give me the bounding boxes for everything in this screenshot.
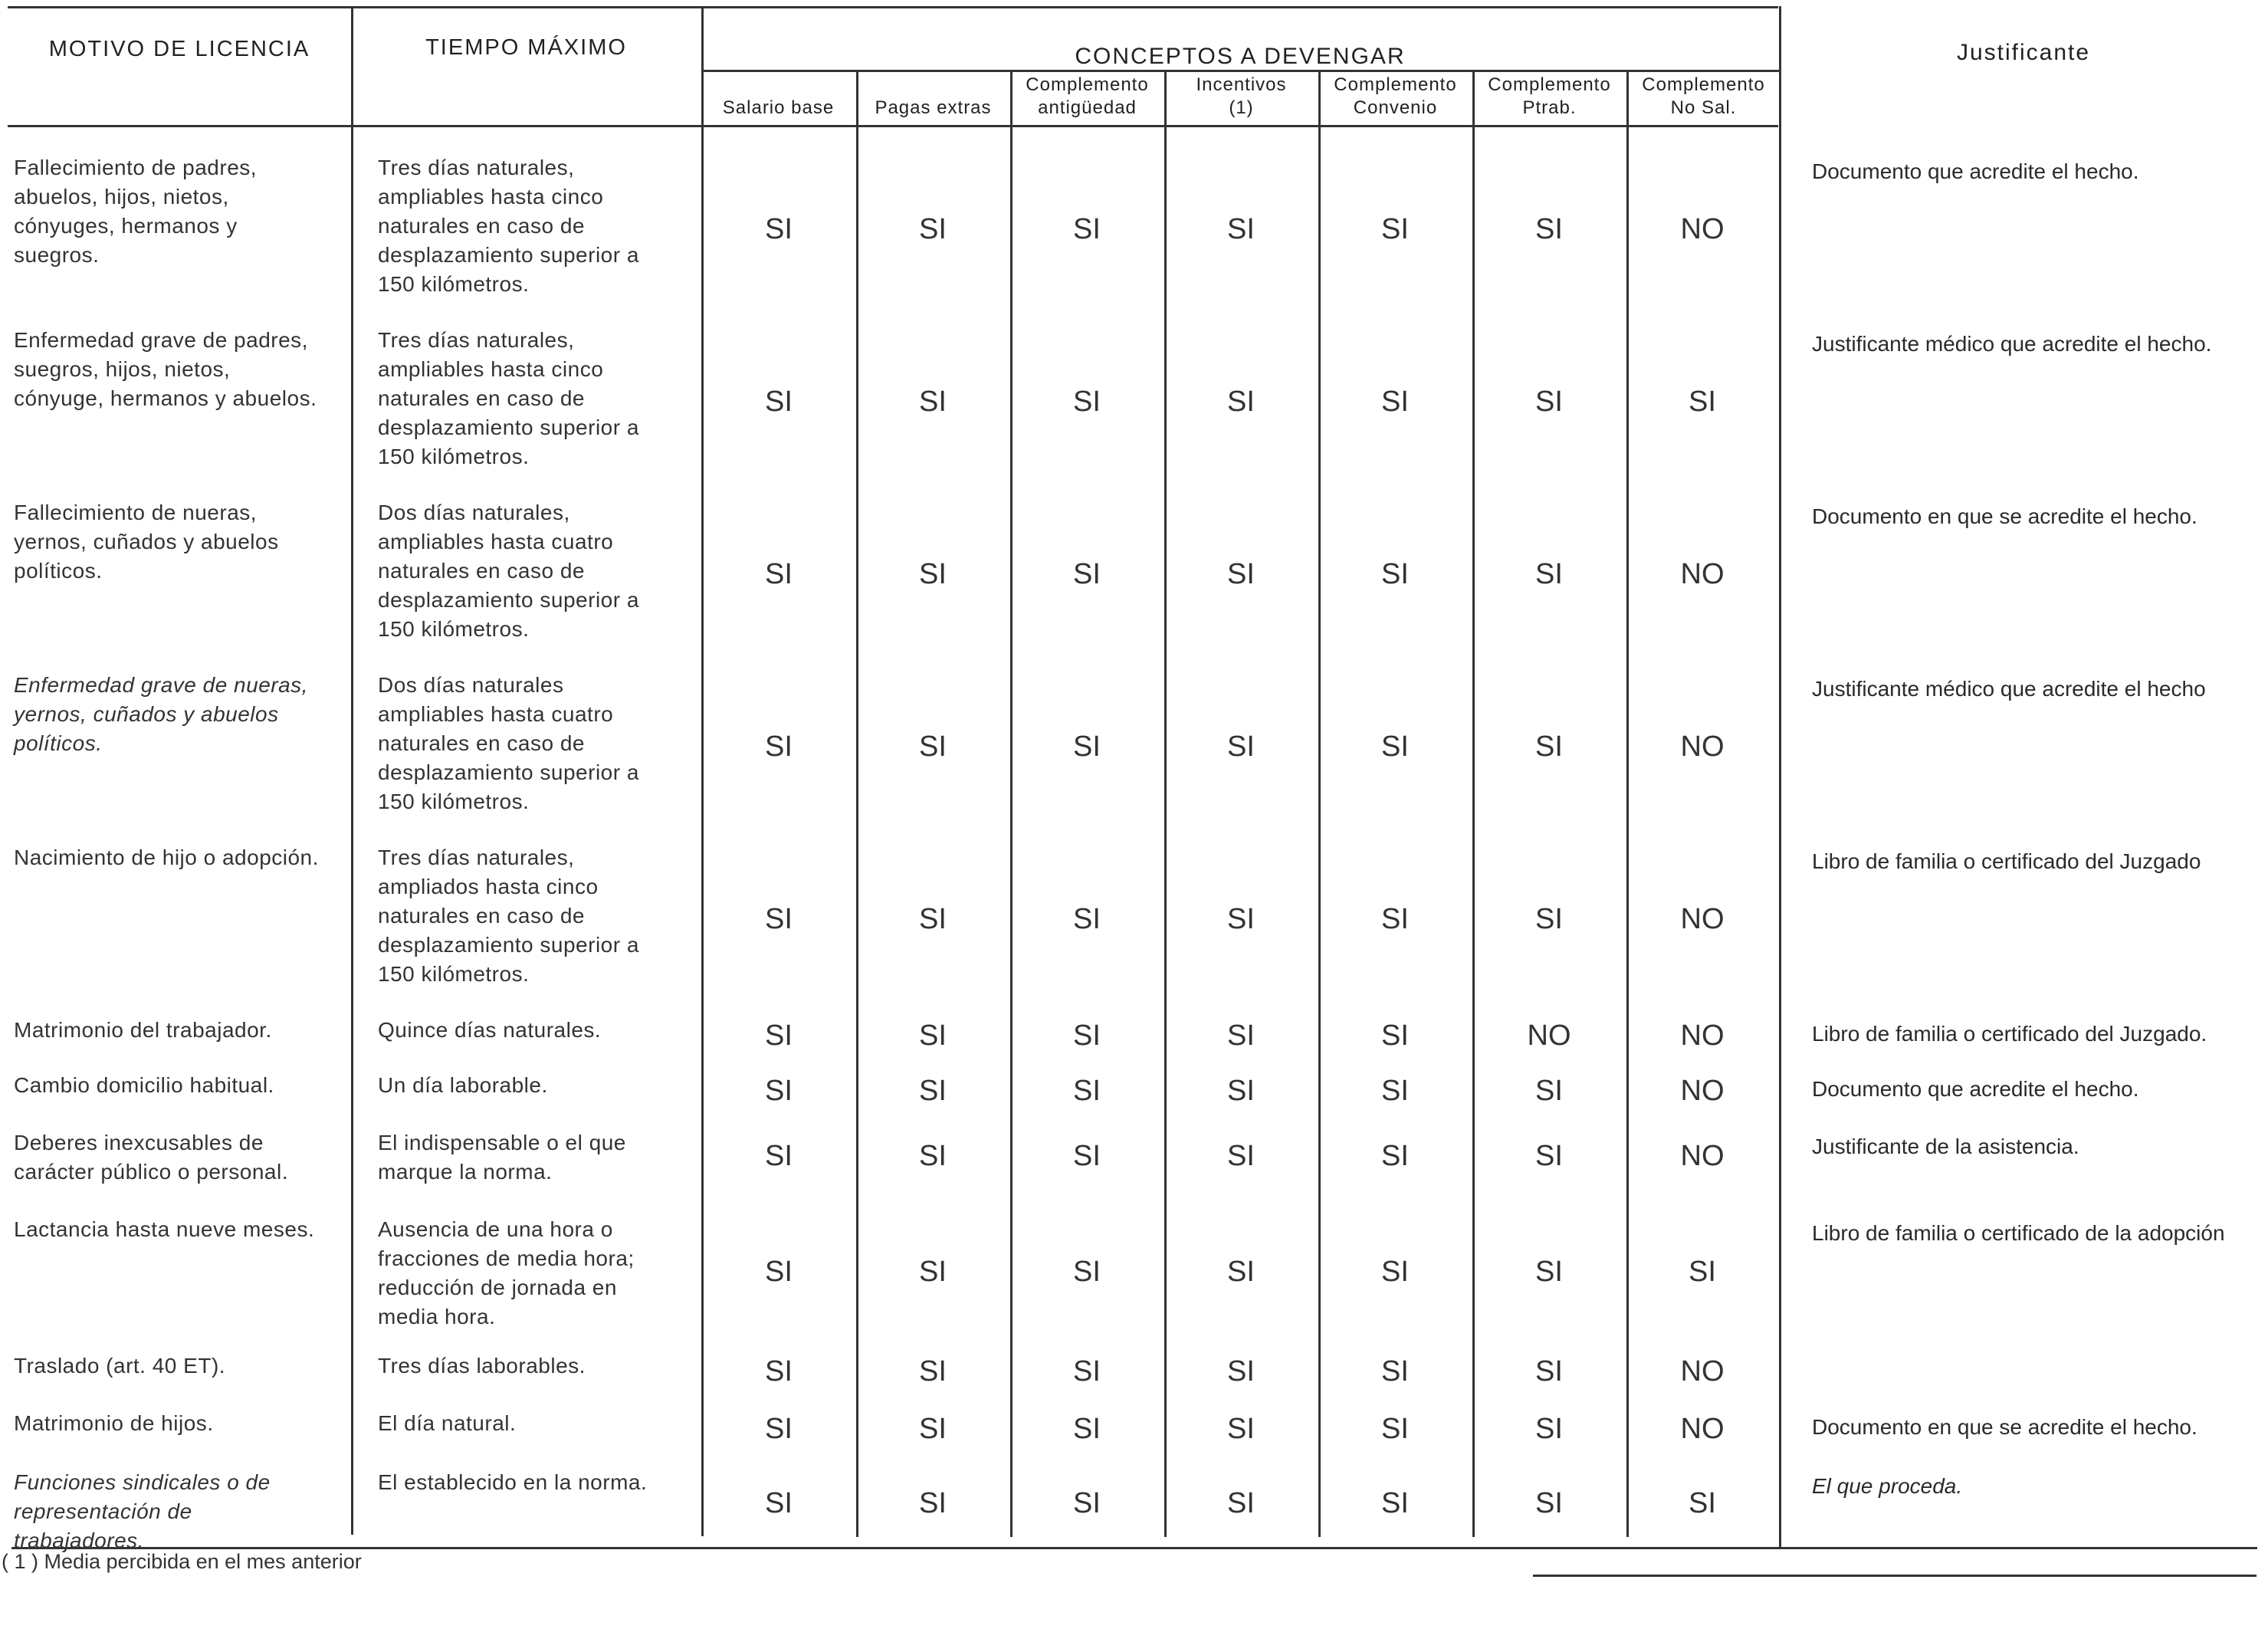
tiempo-cell bbox=[378, 671, 684, 816]
concept-value: SI bbox=[765, 902, 793, 935]
motivo-cell bbox=[14, 843, 351, 872]
concept-value: SI bbox=[919, 1413, 947, 1445]
concept-value: SI bbox=[1227, 385, 1255, 418]
motivo-line: suegros. bbox=[14, 243, 100, 267]
tiempo-line: Un día laborable. bbox=[378, 1073, 548, 1097]
motivo-cell bbox=[14, 1215, 351, 1244]
concept-value: SI bbox=[1227, 1255, 1255, 1288]
tiempo-line: Tres días naturales, bbox=[378, 156, 575, 179]
column-divider bbox=[351, 8, 353, 1535]
concept-value: NO bbox=[1680, 557, 1725, 590]
justificante-cell: Documento que acredite el hecho. bbox=[1812, 1077, 2139, 1101]
footnote-rule-right bbox=[1533, 1575, 2257, 1577]
concept-value: SI bbox=[1535, 730, 1563, 763]
tiempo-line: desplazamiento superior a bbox=[378, 243, 639, 267]
concept-value: SI bbox=[1227, 730, 1255, 763]
motivo-line: Enfermedad grave de nueras, bbox=[14, 673, 308, 697]
concept-value: SI bbox=[1535, 1255, 1563, 1288]
concept-value: SI bbox=[1227, 1355, 1255, 1387]
concept-column-header-line: Incentivos bbox=[1196, 74, 1287, 95]
header-justificante: Justificante bbox=[1956, 40, 2091, 65]
concept-column-header bbox=[1318, 74, 1472, 120]
justificante-cell: Documento que acredite el hecho. bbox=[1812, 159, 2139, 183]
concept-value: SI bbox=[1227, 1413, 1255, 1445]
concept-value: SI bbox=[1073, 1255, 1101, 1288]
column-divider bbox=[1626, 71, 1629, 1537]
tiempo-line: naturales en caso de bbox=[378, 386, 585, 410]
tiempo-line: El indispensable o el que bbox=[378, 1131, 626, 1154]
motivo-cell bbox=[14, 1071, 351, 1100]
concept-value: SI bbox=[1227, 557, 1255, 590]
concept-column-header bbox=[1626, 74, 1781, 120]
concept-value: SI bbox=[919, 385, 947, 418]
motivo-line: Fallecimiento de padres, bbox=[14, 156, 258, 179]
concept-column-header-line: No Sal. bbox=[1670, 97, 1737, 118]
concept-value: SI bbox=[765, 1140, 793, 1172]
concept-value: SI bbox=[1689, 385, 1716, 418]
concept-value: SI bbox=[1535, 1075, 1563, 1107]
concept-value: SI bbox=[919, 1140, 947, 1172]
tiempo-line: El establecido en la norma. bbox=[378, 1470, 648, 1494]
concept-value: SI bbox=[1073, 212, 1101, 245]
concept-value: SI bbox=[1381, 730, 1409, 763]
tiempo-line: desplazamiento superior a bbox=[378, 760, 639, 784]
concept-value: SI bbox=[1381, 1020, 1409, 1052]
motivo-line: Deberes inexcusables de bbox=[14, 1131, 264, 1154]
justificante-cell: Justificante médico que acredite el hecho. bbox=[1812, 332, 2212, 356]
concept-value: SI bbox=[1535, 1355, 1563, 1387]
concept-value: SI bbox=[1381, 1140, 1409, 1172]
concept-column-header-line: Salario base bbox=[722, 97, 835, 118]
concept-value: SI bbox=[1535, 557, 1563, 590]
table-top-border bbox=[8, 6, 1778, 8]
header-tiempo: TIEMPO MÁXIMO bbox=[425, 35, 627, 60]
concept-value: SI bbox=[1381, 1255, 1409, 1288]
concept-value: SI bbox=[1073, 730, 1101, 763]
motivo-cell bbox=[14, 1468, 351, 1555]
motivo-line: cónyuges, hermanos y bbox=[14, 214, 238, 238]
concept-column-header-line: (1) bbox=[1229, 97, 1254, 118]
concept-value: SI bbox=[1535, 1487, 1563, 1519]
tiempo-cell bbox=[378, 498, 684, 644]
concept-value: SI bbox=[765, 385, 793, 418]
concept-column-header bbox=[701, 97, 855, 120]
tiempo-line: Tres días naturales, bbox=[378, 846, 575, 869]
tiempo-line: Dos días naturales, bbox=[378, 501, 570, 524]
concept-value: SI bbox=[1535, 212, 1563, 245]
motivo-line: suegros, hijos, nietos, bbox=[14, 357, 231, 381]
concept-value: SI bbox=[1381, 212, 1409, 245]
concept-value: SI bbox=[919, 1355, 947, 1387]
concept-column-header bbox=[1472, 74, 1626, 120]
tiempo-line: 150 kilómetros. bbox=[378, 962, 530, 986]
motivo-cell bbox=[14, 498, 351, 586]
concept-value: SI bbox=[919, 212, 947, 245]
concept-value: SI bbox=[1689, 1487, 1716, 1519]
tiempo-cell bbox=[378, 843, 684, 989]
header-conceptos: CONCEPTOS A DEVENGAR bbox=[1075, 44, 1406, 69]
tiempo-line: desplazamiento superior a bbox=[378, 415, 639, 439]
concept-column-header-line: Complemento bbox=[1026, 74, 1149, 95]
tiempo-line: ampliables hasta cuatro bbox=[378, 530, 614, 553]
tiempo-line: Ausencia de una hora o bbox=[378, 1217, 613, 1241]
motivo-cell bbox=[14, 1128, 351, 1187]
motivo-line: Traslado (art. 40 ET). bbox=[14, 1354, 226, 1378]
tiempo-cell bbox=[378, 153, 684, 299]
justificante-cell: Justificante de la asistencia. bbox=[1812, 1135, 2079, 1158]
justificante-cell: Documento en que se acredite el hecho. bbox=[1812, 1415, 2197, 1439]
motivo-line: políticos. bbox=[14, 731, 103, 755]
concept-value: SI bbox=[765, 730, 793, 763]
concept-value: NO bbox=[1527, 1020, 1571, 1052]
concept-value: SI bbox=[1381, 1075, 1409, 1107]
concept-column-header-line: Complemento bbox=[1334, 74, 1457, 95]
tiempo-line: naturales en caso de bbox=[378, 559, 585, 583]
tiempo-line: 150 kilómetros. bbox=[378, 790, 530, 813]
concept-value: SI bbox=[1073, 385, 1101, 418]
column-divider bbox=[1472, 71, 1475, 1537]
tiempo-line: media hora. bbox=[378, 1305, 496, 1328]
tiempo-line: naturales en caso de bbox=[378, 731, 585, 755]
tiempo-cell bbox=[378, 1071, 684, 1100]
concept-column-header-line: Complemento bbox=[1488, 74, 1611, 95]
concept-value: SI bbox=[765, 557, 793, 590]
tiempo-line: desplazamiento superior a bbox=[378, 588, 639, 612]
motivo-cell bbox=[14, 1016, 351, 1045]
concept-value: SI bbox=[765, 1413, 793, 1445]
concept-value: SI bbox=[765, 1020, 793, 1052]
tiempo-line: ampliables hasta cinco bbox=[378, 185, 604, 209]
concept-value: SI bbox=[919, 1075, 947, 1107]
concept-value: SI bbox=[1535, 902, 1563, 935]
motivo-line: yernos, cuñados y abuelos bbox=[14, 702, 279, 726]
concept-value: NO bbox=[1680, 1413, 1725, 1445]
column-divider bbox=[1164, 71, 1167, 1537]
concept-value: SI bbox=[1381, 385, 1409, 418]
tiempo-line: Tres días naturales, bbox=[378, 328, 575, 352]
column-divider bbox=[1779, 6, 1781, 1547]
tiempo-line: Tres días laborables. bbox=[378, 1354, 586, 1378]
concept-column-header-line: antigüedad bbox=[1038, 97, 1137, 118]
concept-column-header-line: Complemento bbox=[1642, 74, 1765, 95]
motivo-line: Enfermedad grave de padres, bbox=[14, 328, 308, 352]
justificante-cell: Libro de familia o certificado del Juzgado. bbox=[1812, 1022, 2207, 1046]
concept-value: NO bbox=[1680, 730, 1725, 763]
header-bottom-border bbox=[8, 125, 1778, 127]
concept-value: SI bbox=[1227, 1020, 1255, 1052]
concept-value: SI bbox=[1227, 1487, 1255, 1519]
conceptos-divider bbox=[701, 70, 1779, 72]
column-divider bbox=[1010, 71, 1013, 1537]
motivo-line: Fallecimiento de nueras, bbox=[14, 501, 258, 524]
concept-value: SI bbox=[1689, 1255, 1716, 1288]
concept-value: SI bbox=[919, 557, 947, 590]
tiempo-cell bbox=[378, 1016, 684, 1045]
concept-value: NO bbox=[1680, 902, 1725, 935]
concept-value: NO bbox=[1680, 1355, 1725, 1387]
justificante-cell: El que proceda. bbox=[1812, 1474, 1963, 1498]
concept-value: NO bbox=[1680, 1020, 1725, 1052]
tiempo-line: marque la norma. bbox=[378, 1160, 553, 1184]
concept-value: SI bbox=[919, 1255, 947, 1288]
concept-value: SI bbox=[765, 212, 793, 245]
concept-value: SI bbox=[1073, 1075, 1101, 1107]
tiempo-cell bbox=[378, 1128, 684, 1187]
concept-column-header-line: Convenio bbox=[1353, 97, 1438, 118]
tiempo-line: 150 kilómetros. bbox=[378, 445, 530, 468]
motivo-cell bbox=[14, 326, 351, 413]
concept-value: SI bbox=[1073, 557, 1101, 590]
motivo-line: Cambio domicilio habitual. bbox=[14, 1073, 274, 1097]
motivo-line: Funciones sindicales o de bbox=[14, 1470, 271, 1494]
concept-value: SI bbox=[1227, 1075, 1255, 1107]
tiempo-line: 150 kilómetros. bbox=[378, 272, 530, 296]
concept-value: SI bbox=[765, 1255, 793, 1288]
tiempo-line: El día natural. bbox=[378, 1411, 517, 1435]
tiempo-line: ampliables hasta cinco bbox=[378, 357, 604, 381]
concept-value: SI bbox=[1227, 212, 1255, 245]
motivo-cell bbox=[14, 1351, 351, 1381]
justificante-cell: Justificante médico que acredite el hecho bbox=[1812, 677, 2206, 701]
tiempo-cell bbox=[378, 326, 684, 471]
motivo-cell bbox=[14, 1409, 351, 1438]
concept-column-header bbox=[856, 97, 1010, 120]
column-divider bbox=[856, 71, 858, 1537]
concept-column-header bbox=[1164, 74, 1318, 120]
concept-value: NO bbox=[1680, 212, 1725, 245]
concept-value: SI bbox=[1535, 385, 1563, 418]
concept-value: SI bbox=[1381, 1355, 1409, 1387]
tiempo-cell bbox=[378, 1468, 684, 1497]
concept-value: SI bbox=[765, 1355, 793, 1387]
concept-value: SI bbox=[1073, 1413, 1101, 1445]
concept-value: SI bbox=[1227, 902, 1255, 935]
concept-value: SI bbox=[1381, 1413, 1409, 1445]
concept-value: SI bbox=[1073, 1355, 1101, 1387]
justificante-cell: Libro de familia o certificado del Juzgado bbox=[1812, 849, 2201, 873]
motivo-line: carácter público o personal. bbox=[14, 1160, 288, 1184]
concept-column-header-line: Pagas extras bbox=[875, 97, 992, 118]
motivo-line: cónyuge, hermanos y abuelos. bbox=[14, 386, 317, 410]
concept-value: SI bbox=[919, 1020, 947, 1052]
tiempo-line: naturales en caso de bbox=[378, 214, 585, 238]
concept-value: SI bbox=[765, 1487, 793, 1519]
motivo-line: Nacimiento de hijo o adopción. bbox=[14, 846, 319, 869]
concept-value: SI bbox=[1227, 1140, 1255, 1172]
concept-value: SI bbox=[919, 902, 947, 935]
motivo-line: yernos, cuñados y abuelos bbox=[14, 530, 279, 553]
concept-value: SI bbox=[1073, 1020, 1101, 1052]
concept-value: SI bbox=[1073, 902, 1101, 935]
motivo-line: Lactancia hasta nueve meses. bbox=[14, 1217, 315, 1241]
tiempo-line: naturales en caso de bbox=[378, 904, 585, 928]
concept-value: SI bbox=[1535, 1140, 1563, 1172]
justificante-cell: Documento en que se acredite el hecho. bbox=[1812, 504, 2197, 528]
tiempo-line: fracciones de media hora; bbox=[378, 1246, 635, 1270]
tiempo-line: Quince días naturales. bbox=[378, 1018, 602, 1042]
concept-value: SI bbox=[919, 1487, 947, 1519]
concept-value: SI bbox=[1381, 557, 1409, 590]
motivo-cell bbox=[14, 671, 351, 758]
concept-value: NO bbox=[1680, 1075, 1725, 1107]
tiempo-line: desplazamiento superior a bbox=[378, 933, 639, 957]
tiempo-line: 150 kilómetros. bbox=[378, 617, 530, 641]
justificante-cell: Libro de familia o certificado de la adopción bbox=[1812, 1221, 2225, 1245]
concept-value: SI bbox=[1073, 1140, 1101, 1172]
concept-value: SI bbox=[1381, 902, 1409, 935]
concept-column-header-line: Ptrab. bbox=[1522, 97, 1577, 118]
motivo-line: representación de bbox=[14, 1499, 192, 1523]
header-motivo: MOTIVO DE LICENCIA bbox=[48, 37, 310, 61]
motivo-line: Matrimonio de hijos. bbox=[14, 1411, 214, 1435]
tiempo-line: ampliables hasta cuatro bbox=[378, 702, 614, 726]
tiempo-cell bbox=[378, 1351, 684, 1381]
motivo-line: trabajadores. bbox=[14, 1529, 144, 1552]
concept-value: SI bbox=[1535, 1413, 1563, 1445]
concept-value: SI bbox=[919, 730, 947, 763]
tiempo-line: ampliados hasta cinco bbox=[378, 875, 599, 898]
concept-value: SI bbox=[765, 1075, 793, 1107]
concept-value: NO bbox=[1680, 1140, 1725, 1172]
motivo-cell bbox=[14, 153, 351, 270]
concept-value: SI bbox=[1073, 1487, 1101, 1519]
tiempo-cell bbox=[378, 1409, 684, 1438]
column-divider bbox=[701, 6, 704, 1536]
tiempo-cell bbox=[378, 1215, 684, 1332]
footnote: ( 1 ) Media percibida en el mes anterior bbox=[2, 1550, 362, 1573]
tiempo-line: Dos días naturales bbox=[378, 673, 564, 697]
motivo-line: Matrimonio del trabajador. bbox=[14, 1018, 272, 1042]
motivo-line: políticos. bbox=[14, 559, 103, 583]
tiempo-line: reducción de jornada en bbox=[378, 1276, 617, 1299]
concept-value: SI bbox=[1381, 1487, 1409, 1519]
concept-column-header bbox=[1010, 74, 1164, 120]
motivo-line: abuelos, hijos, nietos, bbox=[14, 185, 229, 209]
column-divider bbox=[1318, 71, 1321, 1537]
